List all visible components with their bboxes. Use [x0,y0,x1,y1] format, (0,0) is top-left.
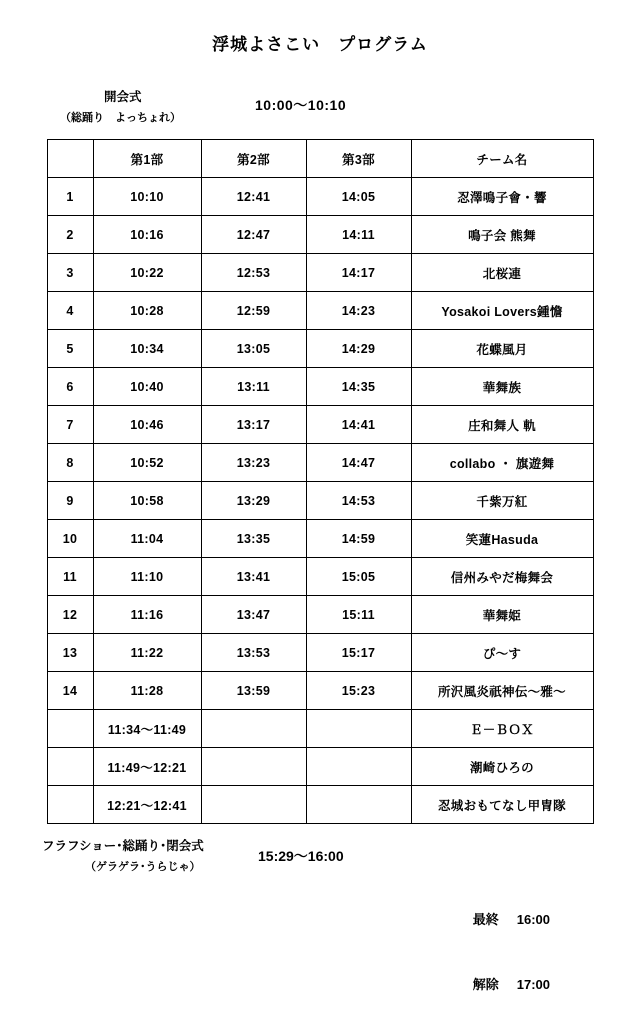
header-part-1: 第1部 [93,140,201,178]
row-part-2: 13:35 [201,520,306,558]
row-number: 7 [47,406,93,444]
row-part-3: 14:59 [306,520,411,558]
opening-ceremony-label: 開会式 [104,90,142,104]
table-row [47,596,593,634]
row-part-1: 10:46 [93,406,201,444]
row-team-name: 忍澤鳴子會・響 [411,178,593,216]
table-row [47,520,593,558]
row-part-1: 11:28 [93,672,201,710]
row-part-1: 12:21～12:41 [93,786,201,824]
table-header-row [47,140,593,178]
row-team-name: 笑蓮Hasuda [411,520,593,558]
table-body [47,178,593,824]
table-row [47,786,593,824]
row-part-1: 10:52 [93,444,201,482]
row-number: 14 [47,672,93,710]
row-part-2: 12:47 [201,216,306,254]
row-part-2: 13:53 [201,634,306,672]
row-part-1: 11:04 [93,520,201,558]
table-row [47,216,593,254]
row-part-1: 10:22 [93,254,201,292]
page-title: 浮城よさこい プログラム [212,35,428,54]
end-note-release-value: 17:00 [516,977,550,992]
row-part-3: 14:11 [306,216,411,254]
table-row [47,330,593,368]
row-number: 2 [47,216,93,254]
row-part-1: 11:16 [93,596,201,634]
row-number: 11 [47,558,93,596]
row-part-3: 14:53 [306,482,411,520]
end-notes [444,894,550,1024]
program-page [0,30,640,992]
table-row [47,558,593,596]
row-number: 1 [47,178,93,216]
row-part-2: 13:59 [201,672,306,710]
row-part-3: 14:47 [306,444,411,482]
closing-ceremony-label: フラフショー･総踊り･閉会式 [42,839,204,853]
row-team-name: 信州みやだ梅舞会 [411,558,593,596]
row-part-3: 15:05 [306,558,411,596]
row-part-2: 13:05 [201,330,306,368]
row-part-1: 10:16 [93,216,201,254]
row-part-3: 15:11 [306,596,411,634]
row-part-3: 15:23 [306,672,411,710]
row-number: 12 [47,596,93,634]
row-team-name: 千紫万紅 [411,482,593,520]
table-row [47,292,593,330]
row-number [47,786,93,824]
table-row [47,444,593,482]
row-part-2: 13:11 [201,368,306,406]
row-part-3: 14:29 [306,330,411,368]
row-number: 4 [47,292,93,330]
row-team-name: 忍城おもてなし甲冑隊 [411,786,593,824]
row-number: 13 [47,634,93,672]
row-team-name: 潮崎ひろの [411,748,593,786]
program-table [47,139,594,824]
table-row [47,634,593,672]
row-team-name: Ｅ－ＢＯＸ [411,710,593,748]
table-row [47,482,593,520]
row-part-3: 14:35 [306,368,411,406]
row-part-2: 12:41 [201,178,306,216]
row-part-1: 10:10 [93,178,201,216]
row-part-3: 14:41 [306,406,411,444]
end-note-final-label: 最終 [472,912,499,927]
row-part-3 [306,710,411,748]
row-part-1: 11:10 [93,558,201,596]
row-team-name: 鳴子会 熊舞 [411,216,593,254]
row-number: 6 [47,368,93,406]
row-part-1: 10:40 [93,368,201,406]
closing-ceremony-time: 15:29～16:00 [258,848,344,864]
table-row [47,406,593,444]
opening-ceremony-sublabel: （総踊り よっちょれ） [60,112,181,124]
table-row [47,368,593,406]
row-number: 8 [47,444,93,482]
header-team-name: チーム名 [411,140,593,178]
row-team-name: ぴ～す [411,634,593,672]
row-part-1: 11:22 [93,634,201,672]
closing-ceremony-sublabel: （ゲラゲラ･うらじゃ） [85,861,201,873]
row-team-name: 所沢風炎祇神伝～雅～ [411,672,593,710]
opening-ceremony-time: 10:00～10:10 [255,97,347,113]
header-part-3: 第3部 [306,140,411,178]
row-part-2: 13:29 [201,482,306,520]
row-part-3: 14:23 [306,292,411,330]
row-part-2 [201,748,306,786]
row-part-1: 10:58 [93,482,201,520]
row-part-1: 11:34～11:49 [93,710,201,748]
row-number: 9 [47,482,93,520]
row-team-name: Yosakoi Lovers鍾憺 [411,292,593,330]
header-part-2: 第2部 [201,140,306,178]
row-number: 10 [47,520,93,558]
row-part-3: 15:17 [306,634,411,672]
row-team-name: 花蝶風月 [411,330,593,368]
row-part-2: 13:41 [201,558,306,596]
row-team-name: 華舞族 [411,368,593,406]
row-part-1: 10:34 [93,330,201,368]
row-number [47,748,93,786]
row-team-name: 華舞姫 [411,596,593,634]
table-row [47,254,593,292]
row-number: 3 [47,254,93,292]
header-number [47,140,93,178]
closing-ceremony-block [0,832,640,992]
table-row [47,710,593,748]
end-note-release-label: 解除 [472,977,499,992]
row-part-2: 13:47 [201,596,306,634]
row-part-2: 13:23 [201,444,306,482]
row-team-name: 庄和舞人 軌 [411,406,593,444]
row-team-name: 北桜連 [411,254,593,292]
table-row [47,748,593,786]
row-part-1: 11:49～12:21 [93,748,201,786]
row-part-3 [306,748,411,786]
row-part-2: 13:17 [201,406,306,444]
table-row [47,178,593,216]
row-team-name: collabo ・ 旗遊舞 [411,444,593,482]
row-part-3: 14:05 [306,178,411,216]
end-note-final [444,894,550,943]
row-part-1: 10:28 [93,292,201,330]
row-part-2: 12:59 [201,292,306,330]
row-part-3 [306,786,411,824]
end-note-release [444,959,550,1008]
end-note-final-value: 16:00 [516,912,550,927]
row-part-3: 14:17 [306,254,411,292]
row-number: 5 [47,330,93,368]
opening-ceremony-block [0,87,640,139]
row-number [47,710,93,748]
table-row [47,672,593,710]
table-header [47,140,593,178]
row-part-2: 12:53 [201,254,306,292]
row-part-2 [201,786,306,824]
row-part-2 [201,710,306,748]
